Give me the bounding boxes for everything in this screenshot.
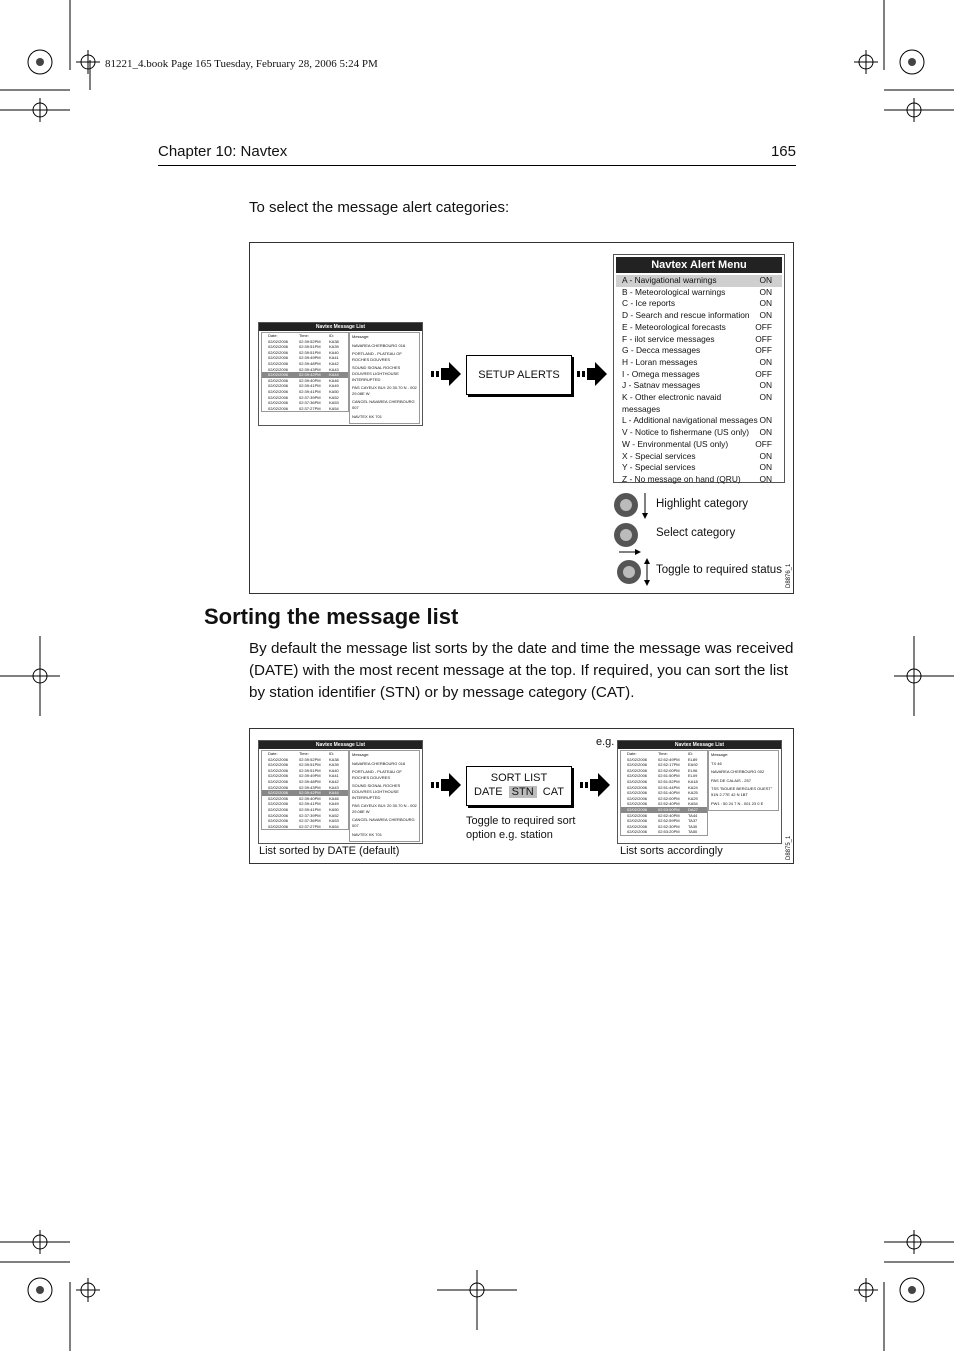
cell-time: 02:39:51PM — [299, 767, 321, 773]
cell-time: 02:39:43PM — [299, 366, 321, 372]
cell-time: 02:39:48PM — [299, 360, 321, 366]
message-line: PAS CAYEUX BUI: 20 30.70 N - 002 29.08E W — [352, 385, 417, 396]
cell-date: 02/02/2006 — [627, 829, 648, 835]
alert-status: ON — [759, 427, 772, 438]
alert-category-item[interactable] — [616, 415, 782, 427]
message-preview — [349, 332, 420, 424]
message-preview-text — [350, 751, 419, 841]
running-head — [158, 141, 796, 166]
alert-status: ON — [759, 380, 772, 391]
cell-date: 02/02/2006 — [268, 388, 289, 394]
setup-alerts-button[interactable] — [466, 355, 572, 395]
toggle-status-label: Toggle to required status — [656, 564, 782, 576]
message-list-thumbnail-date — [258, 740, 423, 844]
cell-id: KA42 — [329, 778, 339, 784]
message-list-rows — [261, 332, 349, 412]
sort-list-control[interactable] — [466, 766, 572, 806]
cell-id: KA39 — [329, 344, 339, 350]
cell-date: 02/02/2006 — [627, 790, 648, 796]
cell-date: 02/02/2006 — [268, 377, 289, 383]
cell-id: KA43 — [329, 366, 339, 372]
cell-time: 02:39:41PM — [299, 388, 321, 394]
section-title: Sorting the message list — [204, 604, 459, 629]
cell-time: 02:52:59PM — [658, 818, 680, 824]
figure-sort-list — [249, 728, 794, 864]
cell-date: 02/02/2006 — [268, 801, 289, 807]
cell-time: 02:39:40PM — [299, 795, 321, 801]
cell-date: 02/02/2006 — [268, 756, 289, 762]
message-line: NAVTEX KK 701 — [352, 413, 382, 419]
cell-date: 02/02/2006 — [268, 338, 289, 344]
page-number: 165 — [770, 143, 796, 160]
cell-time: 02:52:40PM — [658, 801, 680, 807]
alert-category-item[interactable] — [616, 369, 782, 381]
cell-id: TA44 — [688, 812, 698, 818]
cell-id: EL96 — [688, 767, 698, 773]
cell-date: 02/02/2006 — [268, 767, 289, 773]
alert-category-label: V - Notice to fishermane (US only) — [622, 427, 750, 438]
alert-category-item[interactable] — [616, 298, 782, 310]
cell-id: KA43 — [329, 784, 339, 790]
alert-category-item[interactable] — [616, 427, 782, 439]
ok-button-icon — [614, 523, 638, 547]
cell-time: 02:52:30PM — [658, 823, 680, 829]
cell-id: KA40 — [329, 767, 339, 773]
cell-time: 02:37:39PM — [299, 394, 321, 400]
alert-status: OFF — [755, 345, 772, 356]
message-preview — [349, 750, 420, 842]
alert-status: ON — [759, 286, 772, 297]
message-lines — [711, 761, 776, 807]
cell-id: EA92 — [688, 762, 698, 768]
cell-date: 02/02/2006 — [268, 806, 289, 812]
message-line: CANCEL NAVAREA CHERBOURG 007 — [352, 399, 415, 410]
cell-id: KA18 — [688, 778, 698, 784]
table-row[interactable] — [621, 829, 707, 835]
alert-status: OFF — [755, 321, 772, 332]
cell-time: 02:37:36PM — [299, 818, 321, 824]
cell-time: 02:39:42PM — [299, 790, 321, 796]
cell-date: 02/02/2006 — [627, 812, 648, 818]
cell-date: 02/02/2006 — [268, 795, 289, 801]
col-time: Time: — [299, 333, 309, 338]
cell-time: 02:39:41PM — [299, 806, 321, 812]
message-line: SOUND SIGNAL ROCHES DOUVRES LIGHTHOUSE INTERRUPTED — [352, 783, 401, 800]
alert-category-item[interactable] — [616, 334, 782, 346]
alert-status: OFF — [755, 368, 772, 379]
cell-id: KA49 — [329, 383, 339, 389]
list-rows — [262, 757, 348, 830]
alert-category-label: X - Special services — [622, 450, 696, 461]
sort-option-stn[interactable]: STN — [509, 786, 537, 798]
cell-time: 02:37:27PM — [299, 823, 321, 829]
alert-category-item[interactable] — [616, 474, 782, 486]
cell-time: 02:52:49PM — [658, 756, 680, 762]
cell-id: KA54 — [329, 405, 339, 411]
right-caption: List sorts accordingly — [620, 845, 723, 857]
cell-date: 02/02/2006 — [627, 784, 648, 790]
cell-id: KA24 — [688, 784, 698, 790]
print-info: 81221_4.book Page 165 Tuesday, February 28, 2006 5:24 PM — [105, 58, 378, 70]
cell-date: 02/02/2006 — [627, 756, 648, 762]
cell-id: KA44 — [329, 372, 339, 378]
message-line: TSS "BOUEE BERGUES OUEST" 51N 2.77E 42 N 1BT — [711, 786, 773, 797]
col-id: ID: — [688, 751, 694, 756]
cell-id: KA42 — [329, 360, 339, 366]
cell-date: 02/02/2006 — [268, 790, 289, 796]
message-list-rows — [620, 750, 708, 836]
alert-category-label: A - Navigational warnings — [622, 275, 717, 285]
message-line: CANCEL NAVAREA CHERBOURG 007 — [352, 817, 415, 828]
cell-date: 02/02/2006 — [627, 823, 648, 829]
col-message: Message: — [352, 752, 370, 757]
col-id: ID: — [329, 333, 335, 338]
alert-category-label: E - Meteorological forecasts — [622, 321, 726, 332]
alert-status: ON — [759, 462, 772, 473]
cell-date: 02/02/2006 — [268, 405, 289, 411]
cell-time: 02:39:51PM — [299, 344, 321, 350]
cell-date: 02/02/2006 — [268, 778, 289, 784]
cell-id: KA50 — [329, 806, 339, 812]
cell-id: EL89 — [688, 756, 698, 762]
cell-time: 02:37:39PM — [299, 812, 321, 818]
alert-category-item[interactable] — [616, 310, 782, 322]
sort-list-title: SORT LIST — [490, 772, 548, 784]
alert-category-item[interactable] — [616, 462, 782, 474]
alert-status: OFF — [755, 333, 772, 344]
arrow-right-icon — [431, 773, 461, 797]
cell-time: 02:39:41PM — [299, 383, 321, 389]
cell-date: 02/02/2006 — [268, 383, 289, 389]
cell-id: EL09 — [688, 773, 698, 779]
col-time: Time: — [658, 751, 668, 756]
cell-date: 02/02/2006 — [268, 344, 289, 350]
setup-alerts-label: SETUP ALERTS — [478, 369, 560, 381]
alert-status: ON — [759, 473, 772, 484]
message-line: NAVTEX KK 701 — [352, 831, 382, 837]
cell-time: 02:51:52PM — [658, 778, 680, 784]
alert-category-label: K - Other electronic navaid messages — [622, 392, 722, 414]
alert-status: ON — [759, 450, 772, 461]
cell-date: 02/02/2006 — [268, 355, 289, 361]
cell-date: 02/02/2006 — [627, 818, 648, 824]
alert-category-item[interactable] — [616, 451, 782, 463]
cell-date: 02/02/2006 — [627, 762, 648, 768]
cell-time: 02:51:40PM — [658, 790, 680, 796]
alert-category-label: I - Omega messages — [622, 368, 700, 379]
controls-legend — [614, 493, 789, 588]
chapter-title: Chapter 10: Navtex — [158, 143, 288, 160]
cell-date: 02/02/2006 — [268, 762, 289, 768]
alert-category-item[interactable] — [616, 322, 782, 334]
cell-id: KA38 — [329, 338, 339, 344]
section-body: By default the message list sorts by the date and time the message was received (DATE) with the most recent message at the top. If required, you can sort the list by station identifier (STN) or by message category (CAT). — [249, 640, 794, 701]
cell-id: KA52 — [329, 394, 339, 400]
alert-category-label: C - Ice reports — [622, 298, 676, 309]
cell-id: KA46 — [329, 377, 339, 383]
message-preview-text — [350, 333, 419, 423]
up-down-arrow-icon — [643, 558, 651, 586]
cell-date: 02/02/2006 — [268, 349, 289, 355]
message-list-title: Navtex Message List — [259, 741, 422, 749]
cell-time: 02:39:40PM — [299, 377, 321, 383]
col-message: Message: — [352, 334, 370, 339]
cell-date: 02/02/2006 — [268, 823, 289, 829]
trackpad-up-down-icon — [617, 560, 641, 584]
cell-time: 02:37:36PM — [299, 400, 321, 406]
up-down-arrow-icon — [641, 493, 649, 519]
alert-category-label: W - Environmental (US only) — [622, 438, 729, 449]
highlight-category-label: Highlight category — [656, 498, 749, 510]
cell-time: 02:39:49PM — [299, 773, 321, 779]
cell-time: 02:39:42PM — [299, 372, 321, 378]
alert-category-label: Y - Special services — [622, 462, 696, 473]
cell-id: KA54 — [329, 823, 339, 829]
message-list-thumbnail — [258, 322, 423, 426]
alert-category-item[interactable] — [616, 392, 782, 415]
alert-status: ON — [759, 356, 772, 367]
select-category-label: Select category — [656, 527, 736, 539]
cell-time: 02:52:00PM — [658, 767, 680, 773]
figure-id: D8876_1 — [786, 563, 792, 588]
cell-id: KA53 — [329, 400, 339, 406]
cell-date: 02/02/2006 — [268, 784, 289, 790]
alert-list — [614, 275, 784, 486]
left-caption: List sorted by DATE (default) — [259, 845, 400, 857]
cell-id: KA39 — [329, 762, 339, 768]
cell-time: 02:53:20PM — [658, 829, 680, 835]
cell-id: TA50 — [688, 829, 698, 835]
message-line: PAS DE CALAIS - 257 — [711, 777, 751, 783]
cell-id: KA54 — [688, 801, 698, 807]
cell-date: 02/02/2006 — [268, 360, 289, 366]
right-arrow-icon — [619, 549, 641, 555]
cell-time: 02:52:00PM — [658, 795, 680, 801]
table-row[interactable] — [262, 824, 348, 830]
cell-id: KA29 — [688, 795, 698, 801]
message-line: NAVAREA CHERBOURG 002 — [711, 769, 765, 775]
cell-id: TA30 — [688, 823, 698, 829]
alert-category-label: L - Additional navigational messages — [622, 415, 758, 426]
cell-id: TA37 — [688, 818, 698, 824]
message-preview-text — [709, 751, 778, 810]
figure-alert-menu — [249, 242, 794, 594]
cell-date: 02/02/2006 — [627, 795, 648, 801]
col-message: Message: — [711, 752, 729, 757]
toggle-caption: Toggle to required sort option e.g. station — [466, 815, 576, 841]
message-list-title: Navtex Message List — [259, 323, 422, 331]
cell-time: 02:53:00PM — [658, 806, 680, 812]
cell-id: DA27 — [688, 806, 699, 812]
message-lines — [352, 343, 417, 420]
alert-status: ON — [759, 392, 772, 403]
message-line: TX 46 — [711, 760, 722, 766]
message-line: PAS CAYEUX BUI: 20 30.70 N - 002 29.08E W — [352, 803, 417, 814]
alert-status: ON — [759, 298, 772, 309]
cell-time: 02:39:52PM — [299, 338, 321, 344]
alert-status: ON — [759, 310, 772, 321]
alert-category-label: D - Search and rescue information — [622, 310, 750, 321]
cell-date: 02/02/2006 — [268, 812, 289, 818]
alert-menu-title: Navtex Alert Menu — [616, 257, 782, 273]
col-date: Date: — [627, 751, 637, 756]
cell-date: 02/02/2006 — [268, 818, 289, 824]
cell-time: 02:39:41PM — [299, 801, 321, 807]
arrow-right-icon — [431, 362, 461, 386]
message-line: PW1 : 50 24 7 N - 001 23 0 E — [711, 800, 764, 806]
cell-date: 02/02/2006 — [627, 778, 648, 784]
cell-time: 02:39:48PM — [299, 778, 321, 784]
cell-time: 02:52:17PM — [658, 762, 680, 768]
cell-time: 02:39:49PM — [299, 355, 321, 361]
cell-date: 02/02/2006 — [268, 394, 289, 400]
cell-time: 02:39:51PM — [299, 762, 321, 768]
alert-category-label: J - Satnav messages — [622, 380, 701, 391]
alert-category-item[interactable] — [616, 357, 782, 369]
message-list-rows — [261, 750, 349, 830]
sort-option-cat[interactable]: CAT — [542, 786, 564, 798]
message-lines — [352, 761, 417, 838]
alert-category-item[interactable] — [616, 287, 782, 299]
cell-id: KA50 — [329, 388, 339, 394]
cell-time: 02:51:44PM — [658, 784, 680, 790]
cell-date: 02/02/2006 — [627, 801, 648, 807]
message-list-title: Navtex Message List — [618, 741, 781, 749]
table-row[interactable] — [262, 406, 348, 412]
example-label: e.g. — [596, 736, 615, 748]
alert-status: ON — [759, 415, 772, 426]
cell-time: 02:39:52PM — [299, 756, 321, 762]
sort-option-date[interactable]: DATE — [474, 786, 503, 798]
message-line: NAVAREA CHERBOURG 016 — [352, 760, 406, 766]
alert-category-item[interactable] — [616, 380, 782, 392]
message-line: NAVAREA CHERBOURG 016 — [352, 342, 406, 348]
cell-time: 02:39:43PM — [299, 784, 321, 790]
cell-id: KA41 — [329, 773, 339, 779]
cell-date: 02/02/2006 — [268, 366, 289, 372]
col-id: ID: — [329, 751, 335, 756]
alert-category-item[interactable] — [616, 439, 782, 451]
message-line: PORTLAND - PLATEAU OF ROCHES DOUVRES — [352, 769, 402, 780]
figure-id: D8875_1 — [786, 835, 792, 860]
col-date: Date: — [268, 333, 278, 338]
cell-id: KA25 — [688, 790, 698, 796]
cell-id: KA46 — [329, 795, 339, 801]
arrow-right-icon — [580, 773, 610, 797]
cell-time: 02:52:40PM — [658, 812, 680, 818]
cell-id: KA40 — [329, 349, 339, 355]
message-preview — [708, 750, 779, 811]
cell-time: 02:51:50PM — [658, 773, 680, 779]
list-rows — [621, 757, 707, 835]
alert-category-label: B - Meteorological warnings — [622, 286, 726, 297]
alert-status: OFF — [755, 438, 772, 449]
alert-status: ON — [759, 275, 772, 285]
list-rows — [262, 339, 348, 412]
intro-text: To select the message alert categories: — [249, 199, 510, 216]
message-line: PORTLAND - PLATEAU OF ROCHES DOUVRES — [352, 351, 402, 362]
alert-category-label: G - Decca messages — [622, 345, 701, 356]
cell-date: 02/02/2006 — [627, 806, 648, 812]
arrow-right-icon — [577, 362, 607, 386]
cell-id: KA44 — [329, 790, 339, 796]
alert-category-item[interactable] — [616, 275, 782, 287]
navtex-alert-menu — [613, 254, 785, 483]
cell-date: 02/02/2006 — [268, 773, 289, 779]
trackpad-up-down-icon — [614, 493, 638, 517]
message-list-thumbnail-stn — [617, 740, 782, 844]
col-time: Time: — [299, 751, 309, 756]
cell-date: 02/02/2006 — [627, 773, 648, 779]
cell-date: 02/02/2006 — [268, 400, 289, 406]
cell-id: KA52 — [329, 812, 339, 818]
alert-category-label: F - ilot service messages — [622, 333, 715, 344]
cell-id: KA41 — [329, 355, 339, 361]
alert-category-label: Z - No message on hand (QRU) — [622, 473, 741, 484]
cell-time: 02:39:51PM — [299, 349, 321, 355]
cell-id: KA49 — [329, 801, 339, 807]
alert-category-label: H - Loran messages — [622, 356, 698, 367]
cell-id: KA53 — [329, 818, 339, 824]
col-date: Date: — [268, 751, 278, 756]
cell-date: 02/02/2006 — [268, 372, 289, 378]
cell-time: 02:37:27PM — [299, 405, 321, 411]
message-line: SOUND SIGNAL ROCHES DOUVRES LIGHTHOUSE INTERRUPTED — [352, 365, 401, 382]
cell-id: KA38 — [329, 756, 339, 762]
cell-date: 02/02/2006 — [627, 767, 648, 773]
alert-category-item[interactable] — [616, 345, 782, 357]
